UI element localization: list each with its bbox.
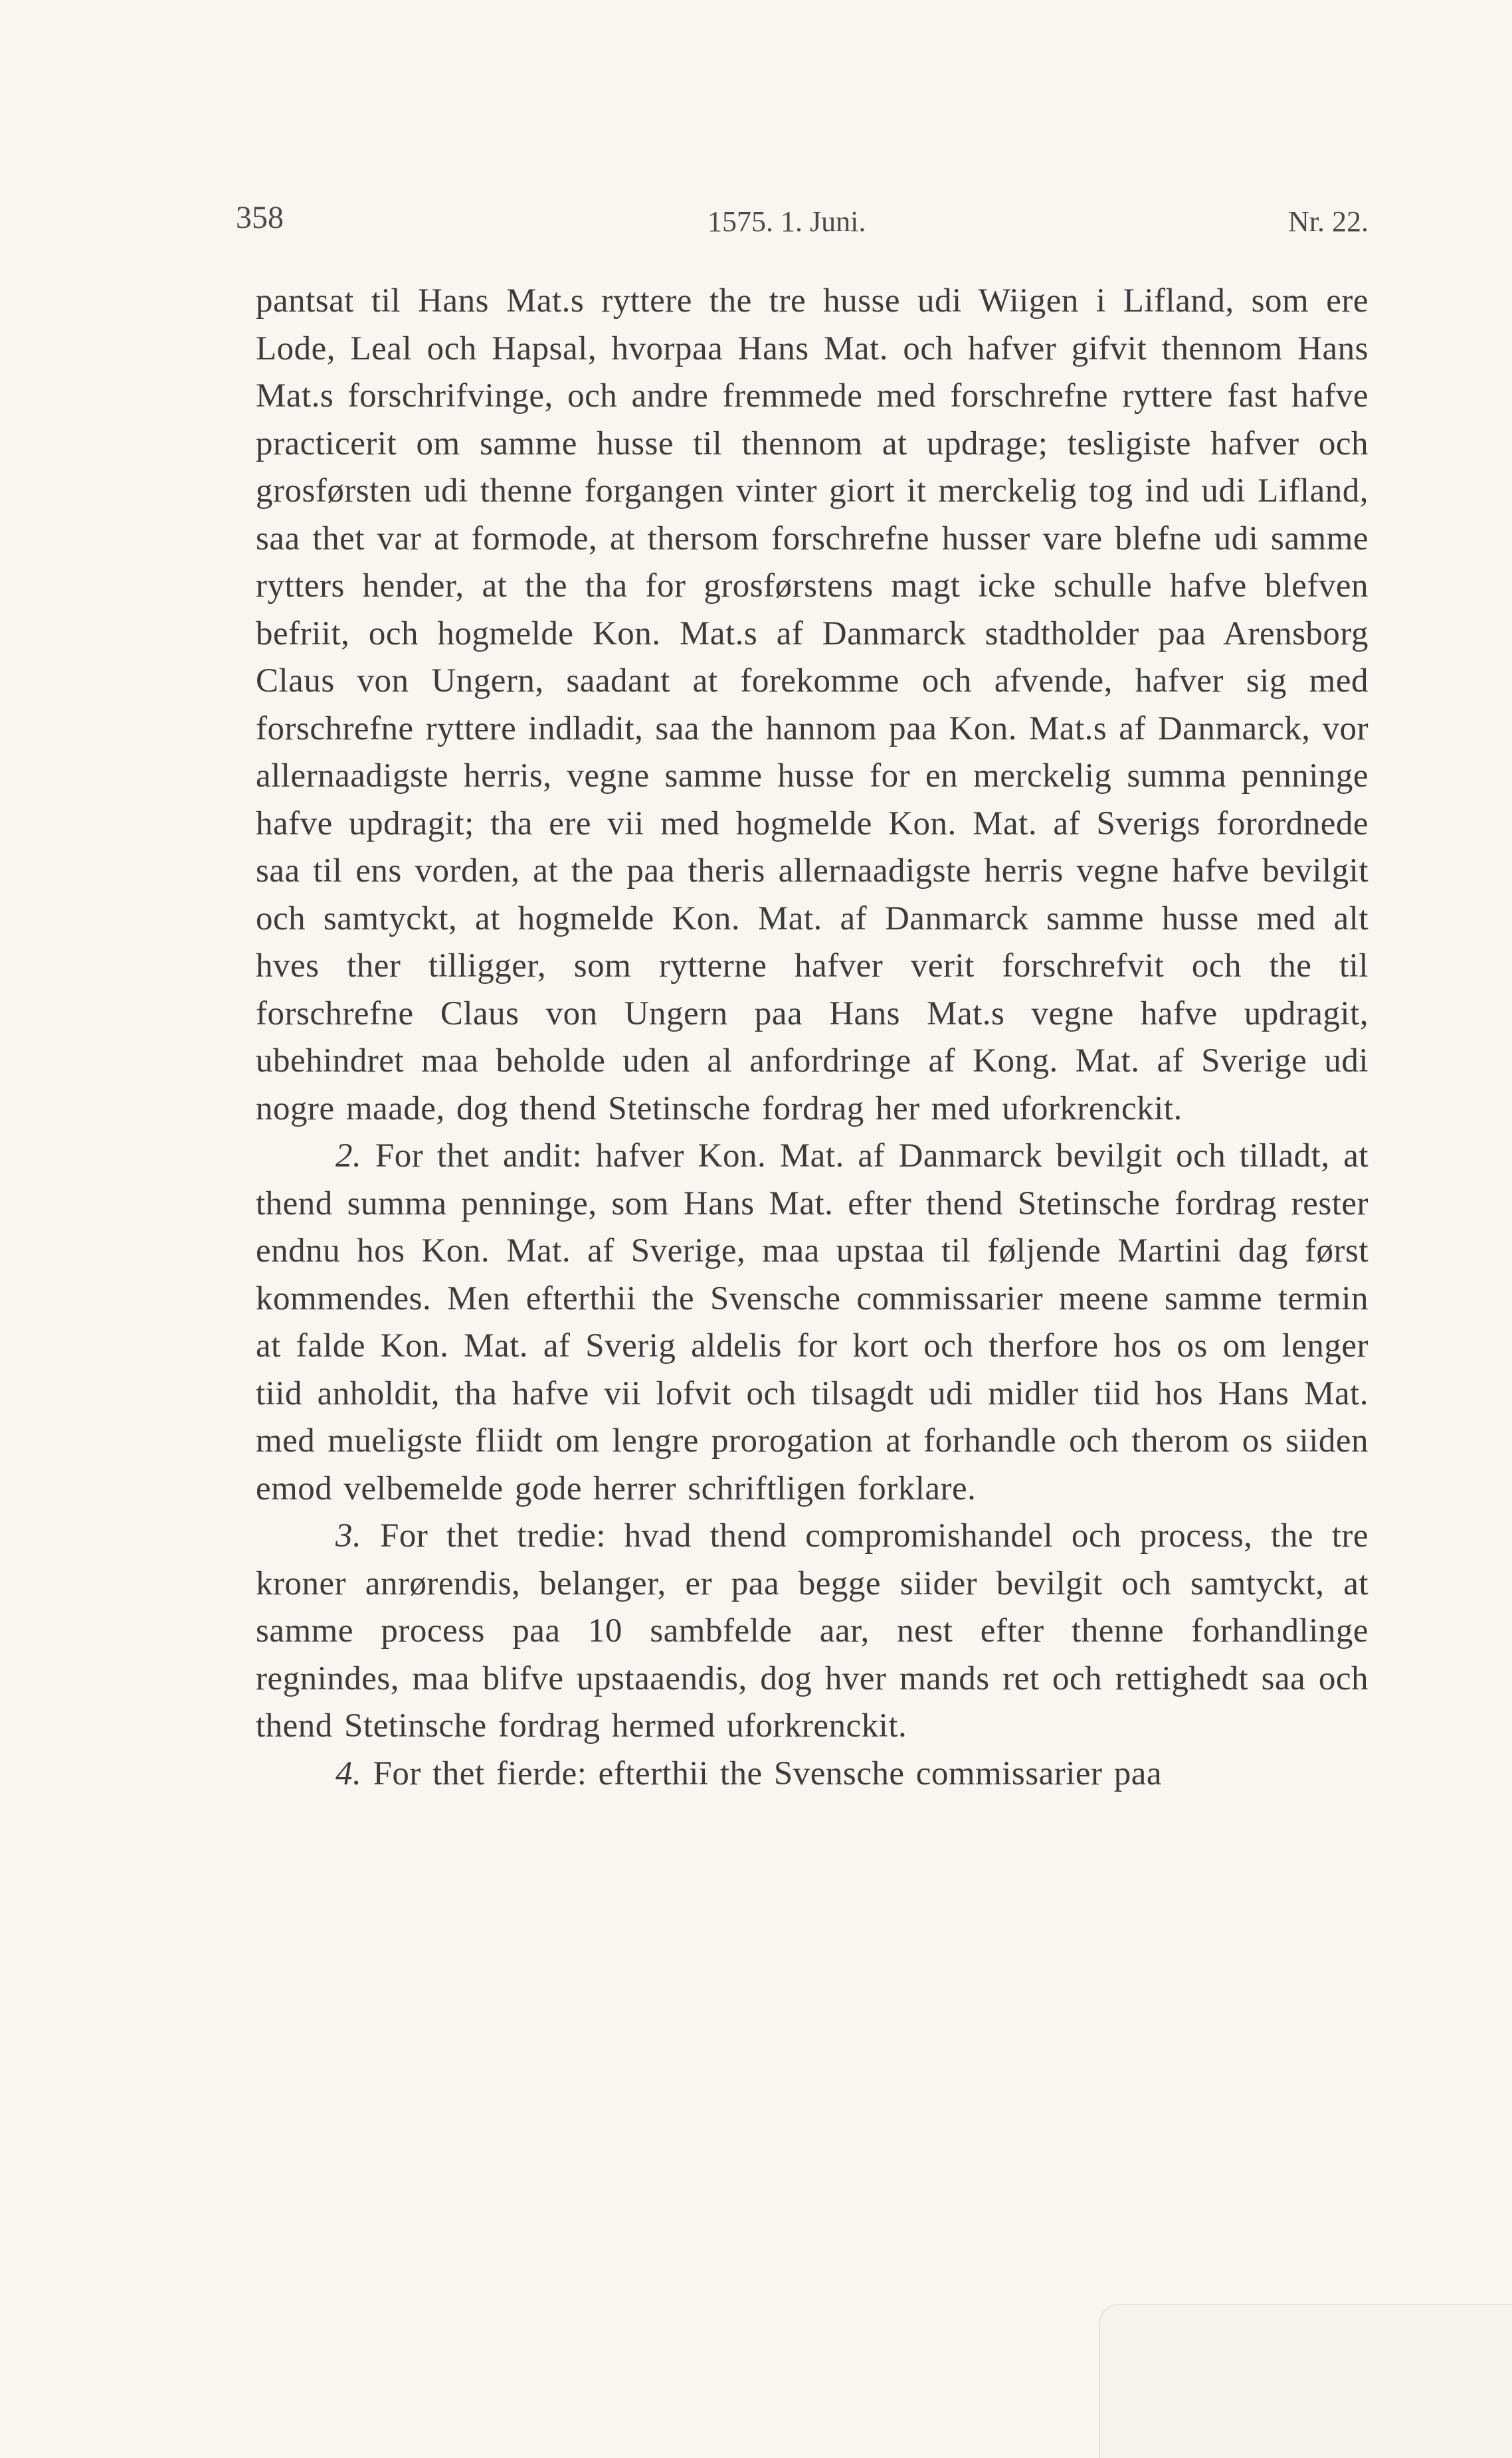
document-number: Nr. 22. — [1288, 205, 1369, 238]
paragraph-number: 3. — [335, 1517, 362, 1555]
paragraph-2 — [256, 1133, 1369, 1513]
page-header — [236, 199, 1369, 252]
paragraph-3 — [256, 1513, 1369, 1750]
header-date: 1575. 1. Juni. — [708, 205, 866, 238]
paragraph-number: 4. — [335, 1754, 362, 1792]
paragraph-text: For thet andit: hafver Kon. Mat. af Danmarck bevilgit och tilladt, at thend summa penninge, som Hans Mat. efter thend Stetinsche fordrag rester endnu hos Kon. Mat. af Sverige, maa upstaa til føljende Martini dag først kommendes. Men efterthii the Svensche commissarier meene samme termin at falde Kon. Mat. af Sverig aldelis for kort och therfore hos os om lenger tiid anholdit, tha hafve vii lofvit och tilsagdt udi midler tiid hos Hans Mat. med mueligste fliidt om lengre prorogation at forhandle och therom os siiden emod velbemelde gode herrer schriftligen forklare. — [256, 1137, 1369, 1507]
body-text — [256, 278, 1369, 1798]
paragraph-number: 2. — [335, 1137, 362, 1175]
paragraph-text: pantsat til Hans Mat.s ryttere the tre husse udi Wiigen i Lifland, som ere Lode, Leal och Hapsal, hvorpaa Hans Mat. och hafver gifvit thennom Hans Mat.s forschrifvinge, och andre fremmede med forschrefne ryttere fast hafve practicerit om samme husse til thennom at updrage; tesligiste hafver och grosførsten udi thenne forgangen vinter giort it merckelig tog ind udi Lifland, saa thet var at formode, at thersom forschrefne husser vare blefne udi samme rytters hender, at the tha for grosførstens magt icke schulle hafve blefven befriit, och hogmelde Kon. Mat.s af Danmarck stadtholder paa Arensborg Claus von Ungern, saadant at forekomme och afvende, hafver sig med forschrefne ryttere indladit, saa the hannom paa Kon. Mat.s af Danmarck, vor allernaadigste herris, vegne samme husse for en merckelig summa penninge hafve updragit; tha ere vii med hogmelde Kon. Mat. af Sverigs forordnede saa til ens vorden, at the paa theris allernaadigste herris vegne hafve bevilgit och samtyckt, at hogmelde Kon. Mat. af Danmarck samme husse med alt hves ther tilligger, som rytterne hafver verit forschrefvit och the til forschrefne Claus von Ungern paa Hans Mat.s vegne hafve updragit, ubehindret maa beholde uden al anfordringe af Kong. Mat. af Sverige udi nogre maade, dog thend Stetinsche fordrag her med uforkrenckit. — [256, 282, 1369, 1127]
paragraph-4 — [256, 1750, 1369, 1798]
paragraph-1 — [256, 278, 1369, 1133]
page-number: 358 — [236, 200, 284, 235]
page-corner-mark — [1099, 2304, 1512, 2458]
paragraph-text: For thet fierde: efterthii the Svensche commissarier paa — [373, 1754, 1163, 1792]
paragraph-text: For thet tredie: hvad thend compromishandel och process, the tre kroner anrørendis, belanger, er paa begge siider bevilgit och samtyckt, at samme process paa 10 sambfelde aar, nest efter thenne forhandlinge regnindes, maa blifve upstaaendis, dog hver mands ret och rettighedt saa och thend Stetinsche fordrag hermed uforkrenckit. — [256, 1517, 1369, 1745]
